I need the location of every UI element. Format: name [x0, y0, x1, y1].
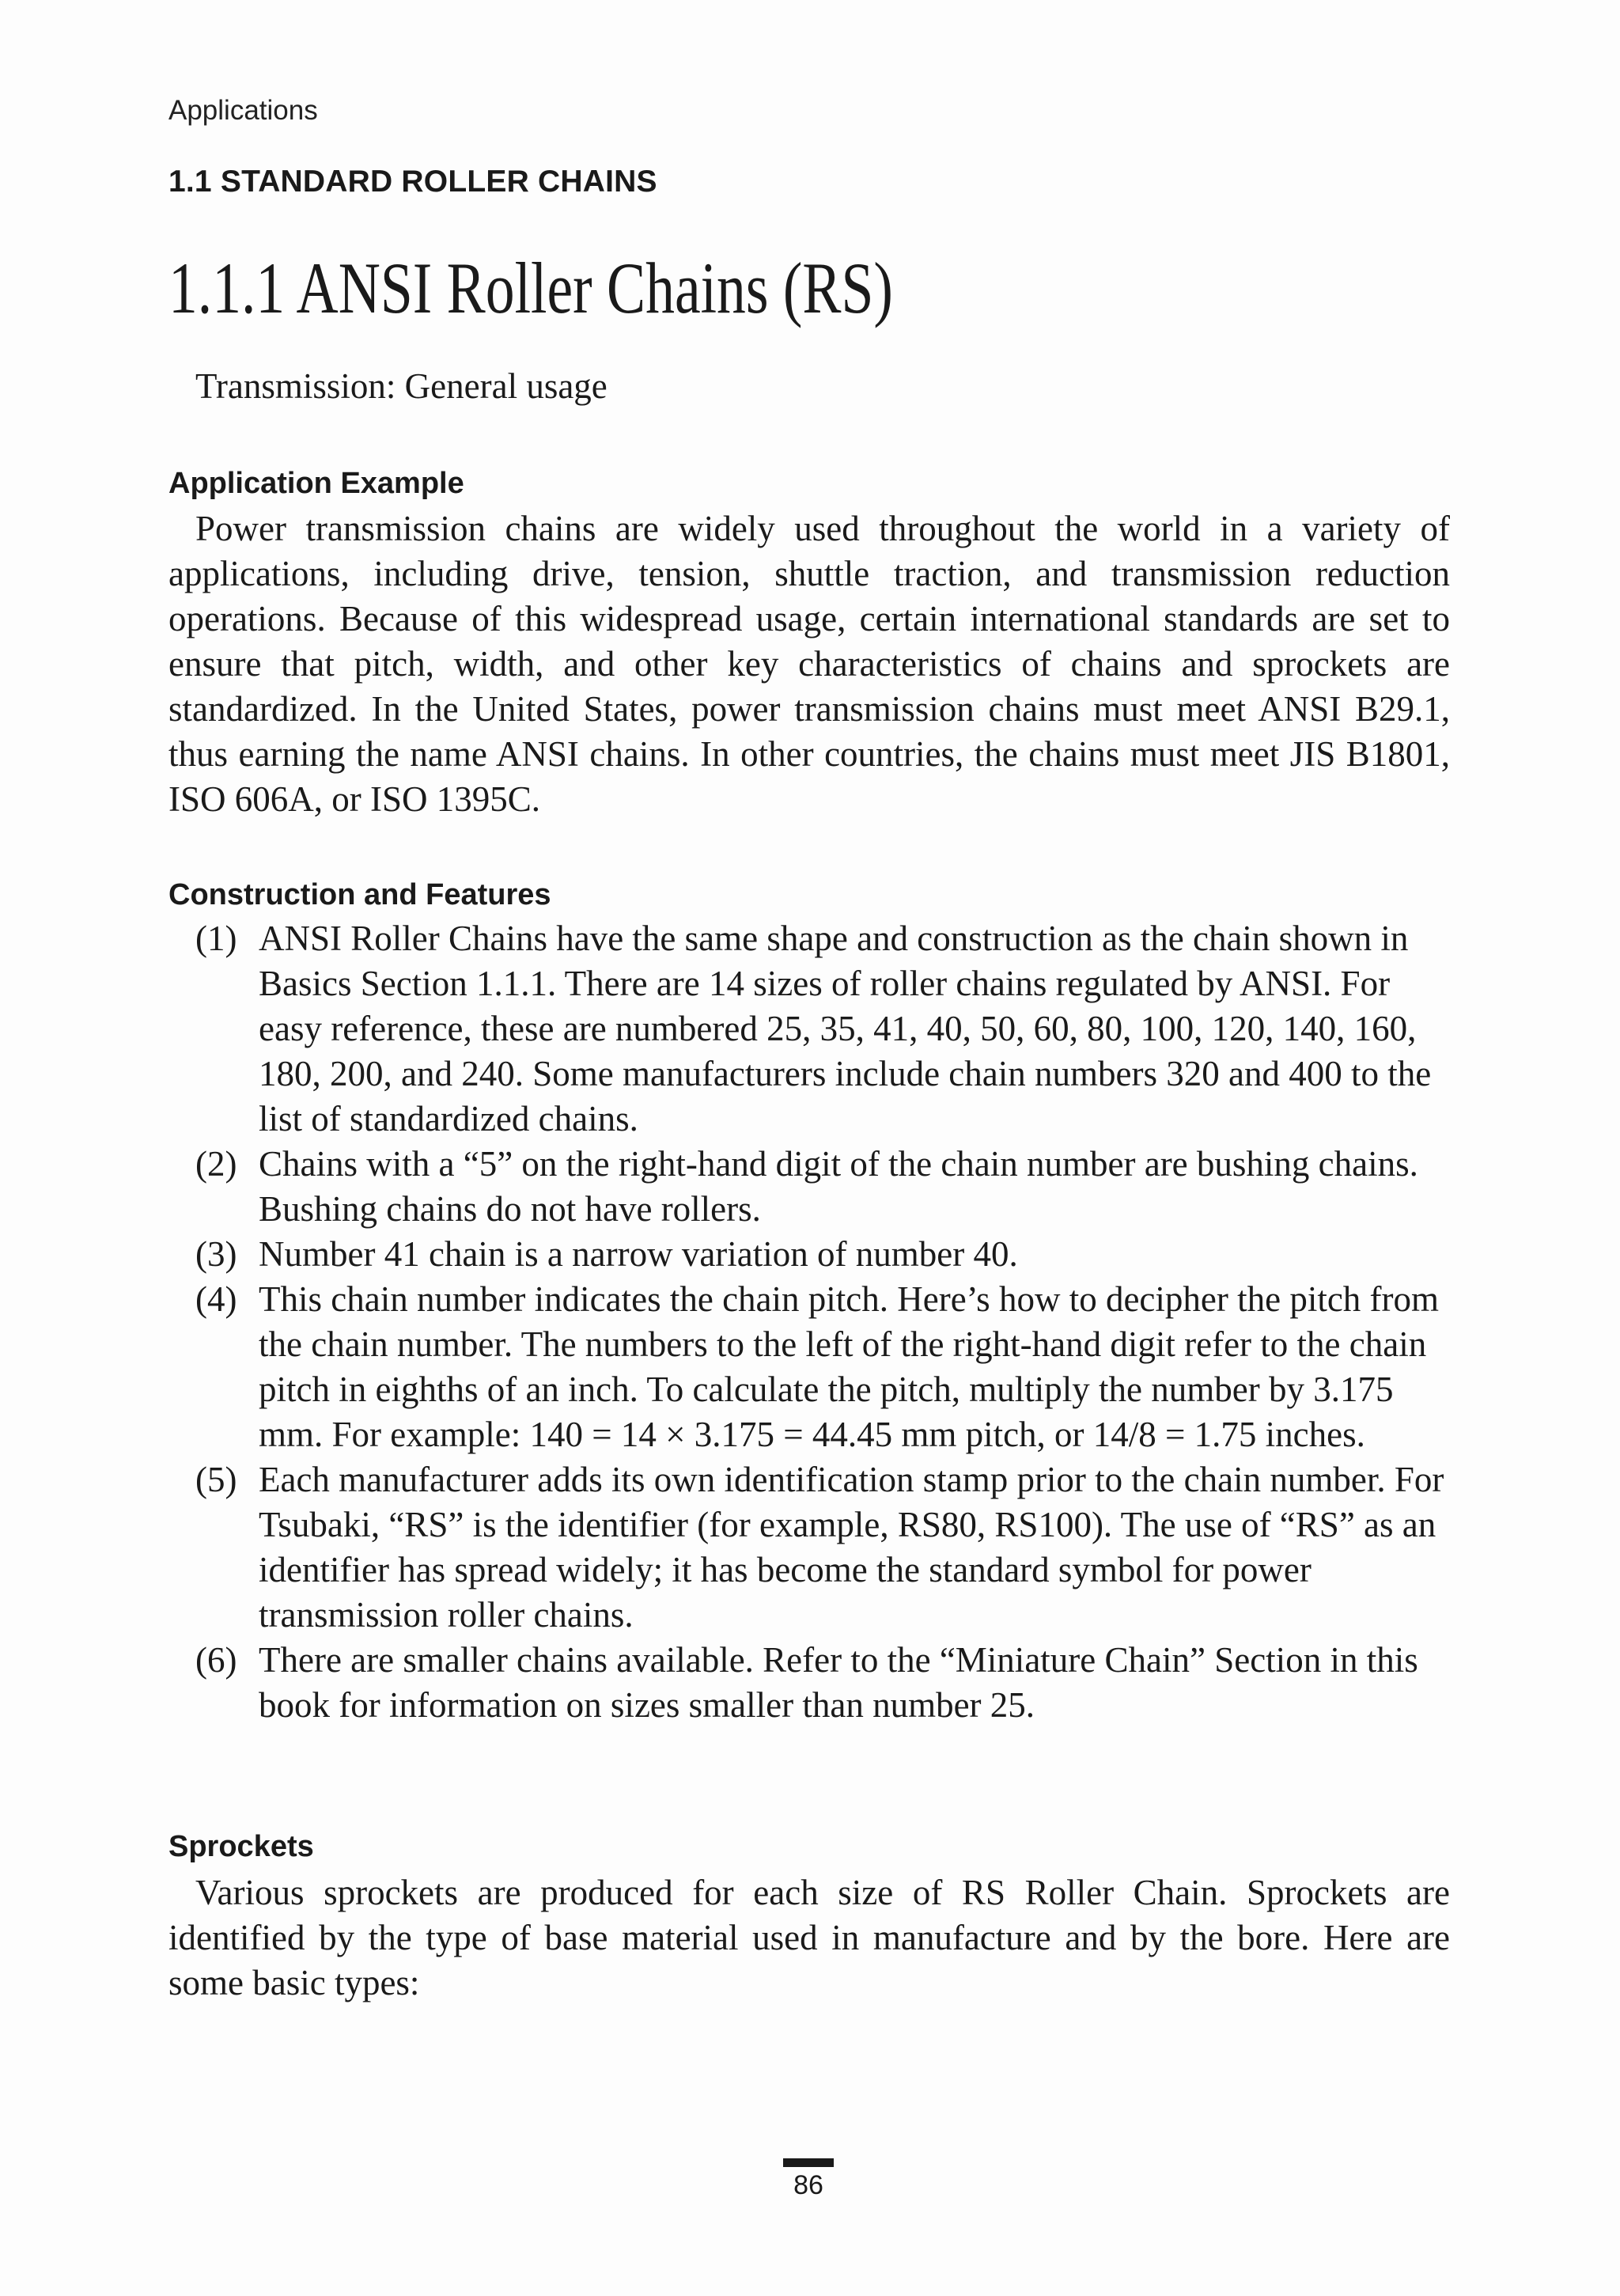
list-item-text: Each manufacturer adds its own identification stamp prior to the chain number. For Tsubaki, “RS” is the identifier (for example, RS80, RS100). The use of “RS” as an identifier has spread widely; it has become the standard symbol for power transmission roller chains.: [259, 1460, 1444, 1635]
list-item: [168, 1277, 1450, 1457]
section-heading: 1.1 STANDARD ROLLER CHAINS: [168, 165, 657, 199]
application-example-heading: Application Example: [168, 467, 464, 500]
list-item: [168, 1457, 1450, 1638]
subsection-title: 1.1.1 ANSI Roller Chains (RS): [168, 248, 893, 328]
list-item: [168, 916, 1450, 1142]
list-item: [168, 1638, 1450, 1728]
application-example-paragraph: Power transmission chains are widely used throughout the world in a variety of applications, including drive, tension, shuttle traction, and transmission reduction operations. Because of this widespread usage, certain international standards are set to ensure that pitch, width, and other key characteristics of chains and sprockets are standardized. In the United States, power transmission chains must meet ANSI B29.1, thus earning the name ANSI chains. In other countries, the chains must meet JIS B1801, ISO 606A, or ISO 1395C.: [168, 509, 1450, 819]
list-item-number: (5): [195, 1460, 237, 1499]
sprockets-heading: Sprockets: [168, 1830, 314, 1863]
usage-line: Transmission: General usage: [195, 366, 608, 406]
list-item-text: There are smaller chains available. Refer to the “Miniature Chain” Section in this book for information on sizes smaller than number 25.: [259, 1640, 1418, 1725]
list-item-number: (2): [195, 1144, 237, 1184]
sprockets-paragraph: Various sprockets are produced for each size of RS Roller Chain. Sprockets are identified by the type of base material used in manufacture and by the bore. Here are some basic types:: [168, 1873, 1450, 2002]
list-item-text: Number 41 chain is a narrow variation of number 40.: [259, 1234, 1018, 1274]
list-item-text: Chains with a “5” on the right-hand digit of the chain number are bushing chains. Bushing chains do not have rollers.: [259, 1144, 1418, 1229]
list-item-text: This chain number indicates the chain pitch. Here’s how to decipher the pitch from the chain number. The numbers to the left of the right-hand digit refer to the chain pitch in eighths of an inch. To calculate the pitch, multiply the number by 3.175 mm. For example: 140 = 14 × 3.175 = 44.45 mm pitch, or 14/8 = 1.75 inches.: [259, 1279, 1440, 1454]
list-item-number: (6): [195, 1640, 237, 1680]
list-item-number: (1): [195, 919, 237, 958]
list-item-number: (3): [195, 1234, 237, 1274]
running-head: Applications: [168, 95, 318, 126]
list-item-text: ANSI Roller Chains have the same shape and construction as the chain shown in Basics Section 1.1.1. There are 14 sizes of roller chains regulated by ANSI. For easy reference, these are numbered 25, 35, 41, 40, 50, 60, 80, 100, 120, 140, 160, 180, 200, and 240. Some manufacturers include chain numbers 320 and 400 to the list of standardized chains.: [259, 919, 1432, 1139]
construction-heading: Construction and Features: [168, 878, 551, 911]
list-item: [168, 1232, 1450, 1277]
list-item-number: (4): [195, 1279, 237, 1319]
list-item: [168, 1142, 1450, 1232]
footer-bar: [783, 2158, 834, 2167]
page-number: 86: [793, 2170, 823, 2200]
construction-list: [168, 916, 1450, 1728]
